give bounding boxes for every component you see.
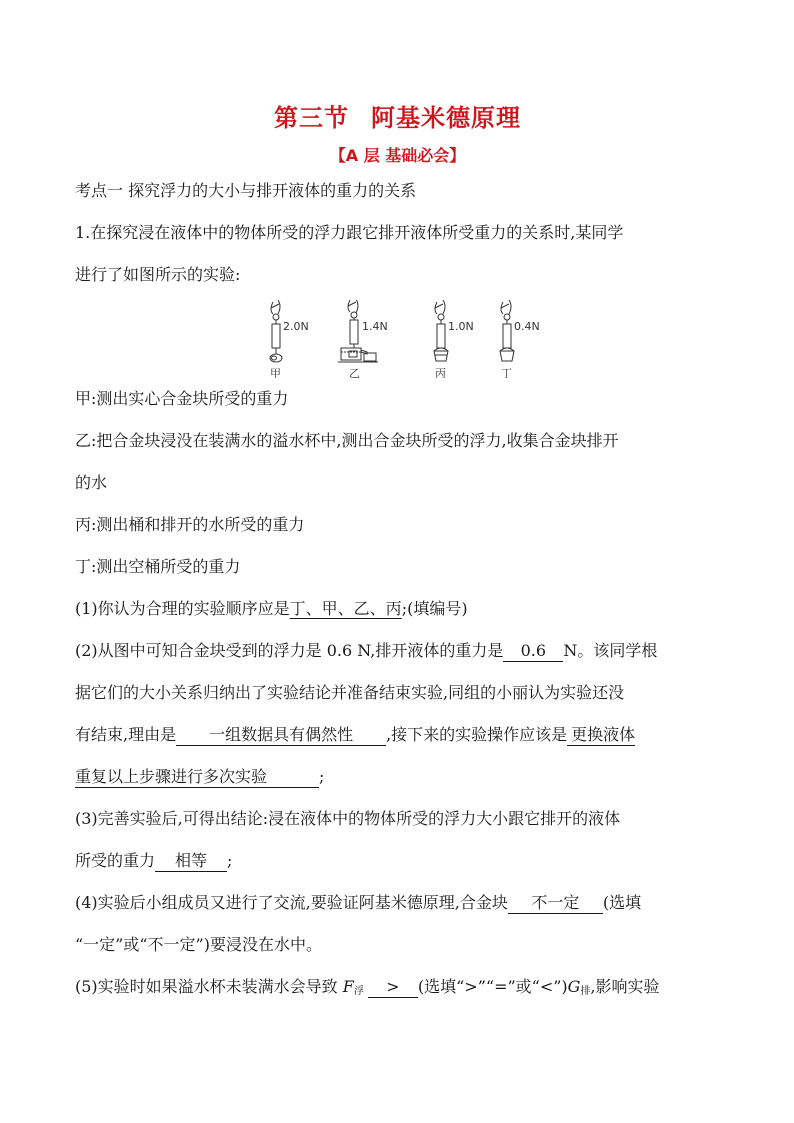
step-yi-line1: 乙:把合金块浸没在装满水的溢水杯中,测出合金块所受的浮力,收集合金块排开 xyxy=(75,431,619,450)
step-jia: 甲:测出实心合金块所受的重力 xyxy=(75,389,289,408)
spring-scale-jia xyxy=(270,300,282,362)
answer-conclusion: 相等 xyxy=(155,851,227,872)
answer-compare: > xyxy=(368,977,418,998)
part3-line2: 所受的重力 相等 ; xyxy=(75,851,233,870)
caption-yi: 乙 xyxy=(349,367,360,378)
part1-question: (1)你认为合理的实验顺序应是丁、甲、乙、丙;(填编号) xyxy=(75,599,468,618)
part5-line1: (5)实验时如果溢水杯未装满水会导致 $F_浮$ > (选填“>”“=”或“$<”)G_排$,影响实验 xyxy=(75,977,660,997)
answer-order: 丁、甲、乙、丙 xyxy=(289,599,402,618)
caption-bing: 丙 xyxy=(435,367,446,378)
scale-reading-bing: 1.0N xyxy=(448,320,474,333)
scale-reading-jia: 2.0N xyxy=(283,320,309,333)
part2-line2: 据它们的大小关系归纳出了实验结论并准备结束实验,同组的小丽认为实验还没 xyxy=(75,683,625,702)
spring-scale-diagram xyxy=(75,300,720,378)
section-name: 阿基米德原理 xyxy=(371,104,521,132)
level-heading: 【A 层 基础必会】 xyxy=(329,146,466,165)
part3-line1: (3)完善实验后,可得出结论:浸在液体中的物体所受的浮力大小跟它排开的液体 xyxy=(75,809,621,828)
q1-stem-line1: 1.在探究浸在液体中的物体所受的浮力跟它排开液体所受重力的关系时,某同学 xyxy=(75,223,624,242)
spring-scale-ding xyxy=(500,300,514,361)
step-ding: 丁:测出空桶所受的重力 xyxy=(75,557,241,576)
part2-line1: (2)从图中可知合金块受到的浮力是 0.6 N,排开液体的重力是 0.6 N。该同学根 xyxy=(75,641,658,660)
section-number: 第三节 xyxy=(274,104,349,132)
part2-line4: 重复以上步骤进行多次实验 ; xyxy=(75,767,325,786)
scale-reading-ding: 0.4N xyxy=(514,320,540,333)
answer-next-step-b: 重复以上步骤进行多次实验 xyxy=(75,767,319,788)
caption-jia: 甲 xyxy=(270,367,281,378)
q1-stem-line2: 进行了如图所示的实验: xyxy=(75,265,241,284)
experiment-figure xyxy=(75,300,720,378)
answer-displaced-weight: 0.6 xyxy=(503,641,563,662)
part4-line2: “一定”或“不一定”)要浸没在水中。 xyxy=(75,935,322,954)
step-bing: 丙:测出桶和排开的水所受的重力 xyxy=(75,515,305,534)
caption-ding: 丁 xyxy=(501,367,512,378)
scale-reading-yi: 1.4N xyxy=(362,320,388,333)
answer-submerge: 不一定 xyxy=(508,893,603,914)
section-title xyxy=(75,100,720,136)
spring-scale-bing xyxy=(434,300,448,361)
answer-next-step-a: 更换液体 xyxy=(567,725,635,746)
answer-reason: 一组数据具有偶然性 xyxy=(176,725,386,746)
part4-line1: (4)实验后小组成员又进行了交流,要验证阿基米德原理,合金块 不一定 (选填 xyxy=(75,893,642,912)
topic-heading: 考点一 探究浮力的大小与排开液体的重力的关系 xyxy=(75,181,417,200)
step-yi-line2: 的水 xyxy=(75,473,108,492)
part2-line3: 有结束,理由是 一组数据具有偶然性 ,接下来的实验操作应该是 更换液体 xyxy=(75,725,636,744)
worksheet-page xyxy=(75,100,720,1013)
